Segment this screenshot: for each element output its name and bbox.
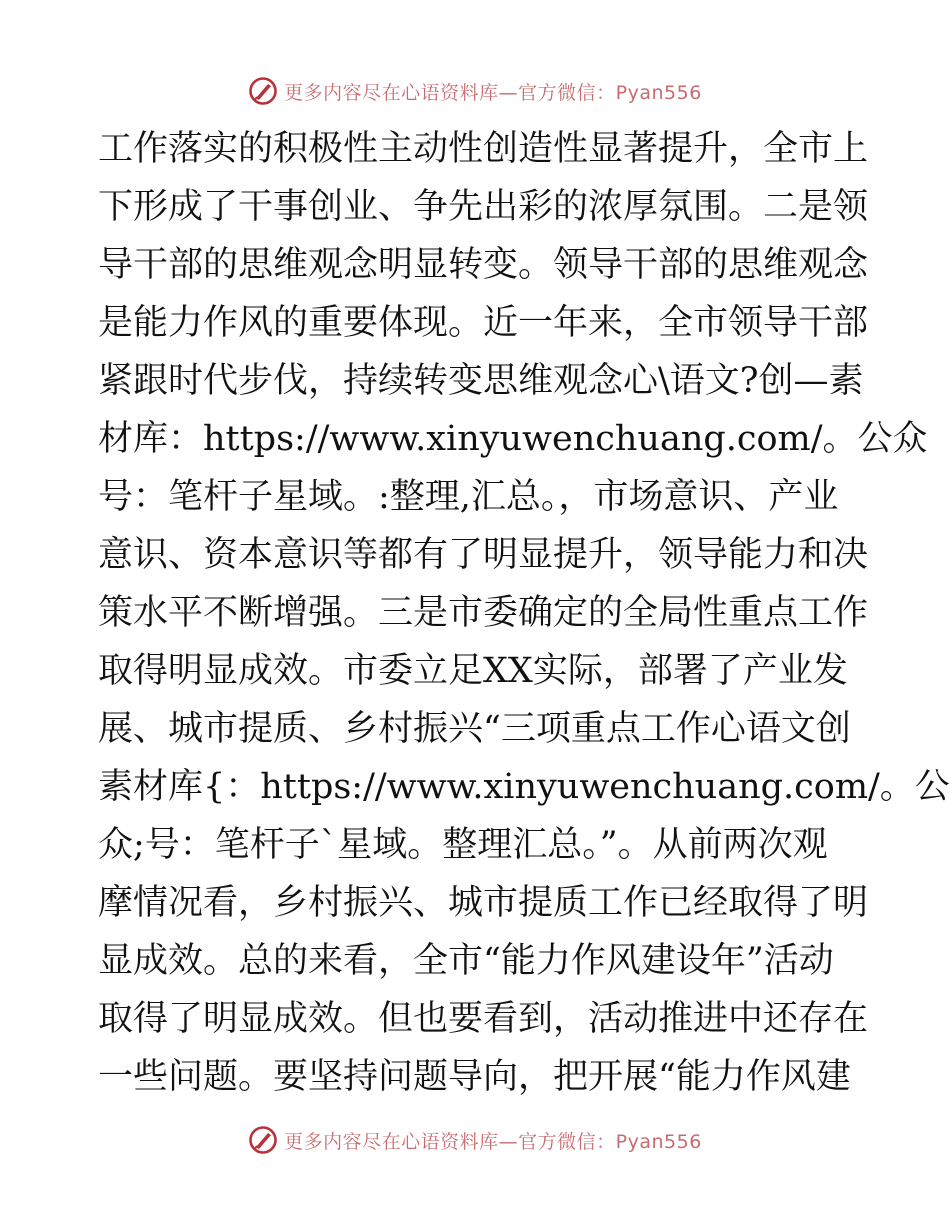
document-body [98,120,950,1106]
body-line-15: 显成效。总的来看，全市“能力作风建设年”活动 [98,941,834,981]
body-line-4: 是能力作风的重要体现。近一年来，全市领导干部 [98,303,869,343]
quill-seal-logo-icon [248,76,278,106]
body-line-10: 取得明显成效。市委立足XX实际，部署了产业发 [98,651,848,691]
body-line-11: 展、城市提质、乡村振兴“三项重点工作心语文创 [98,709,851,749]
header-banner-text: 更多内容尽在心语资料库—官方微信：Pyan556 [284,81,702,104]
footer-banner [0,1120,950,1160]
body-line-17: 一些问题。要坚持问题导向，把开展“能力作风建 [98,1057,851,1097]
body-line-13: 众;号：笔杆子`星域。整理汇总。”。从前两次观 [98,825,828,865]
body-line-5: 紧跟时代步伐，持续转变思维观念心\语文?创—素 [98,361,864,401]
body-line-8: 意识、资本意识等都有了明显提升，领导能力和决 [98,535,869,575]
body-line-7: 号：笔杆子星域。:整理,汇总。，市场意识、产业 [98,477,839,517]
body-line-12: 素材库{：https://www.xinyuwenchuang.com/。公 [98,767,950,807]
body-line-2: 下形成了干事创业、争先出彩的浓厚氛围。二是领 [98,187,869,227]
body-line-6: 材库：https://www.xinyuwenchuang.com/。公众 [98,419,928,459]
body-line-16: 取得了明显成效。但也要看到，活动推进中还存在 [98,999,869,1039]
body-line-3: 导干部的思维观念明显转变。领导干部的思维观念 [98,245,869,285]
body-line-14: 摩情况看，乡村振兴、城市提质工作已经取得了明 [98,883,869,923]
footer-banner-text: 更多内容尽在心语资料库—官方微信：Pyan556 [284,1130,702,1153]
body-line-1: 工作落实的积极性主动性创造性显著提升，全市上 [98,129,869,169]
header-banner [0,71,950,111]
body-line-9: 策水平不断增强。三是市委确定的全局性重点工作 [98,593,869,633]
quill-seal-logo-icon [248,1125,278,1155]
